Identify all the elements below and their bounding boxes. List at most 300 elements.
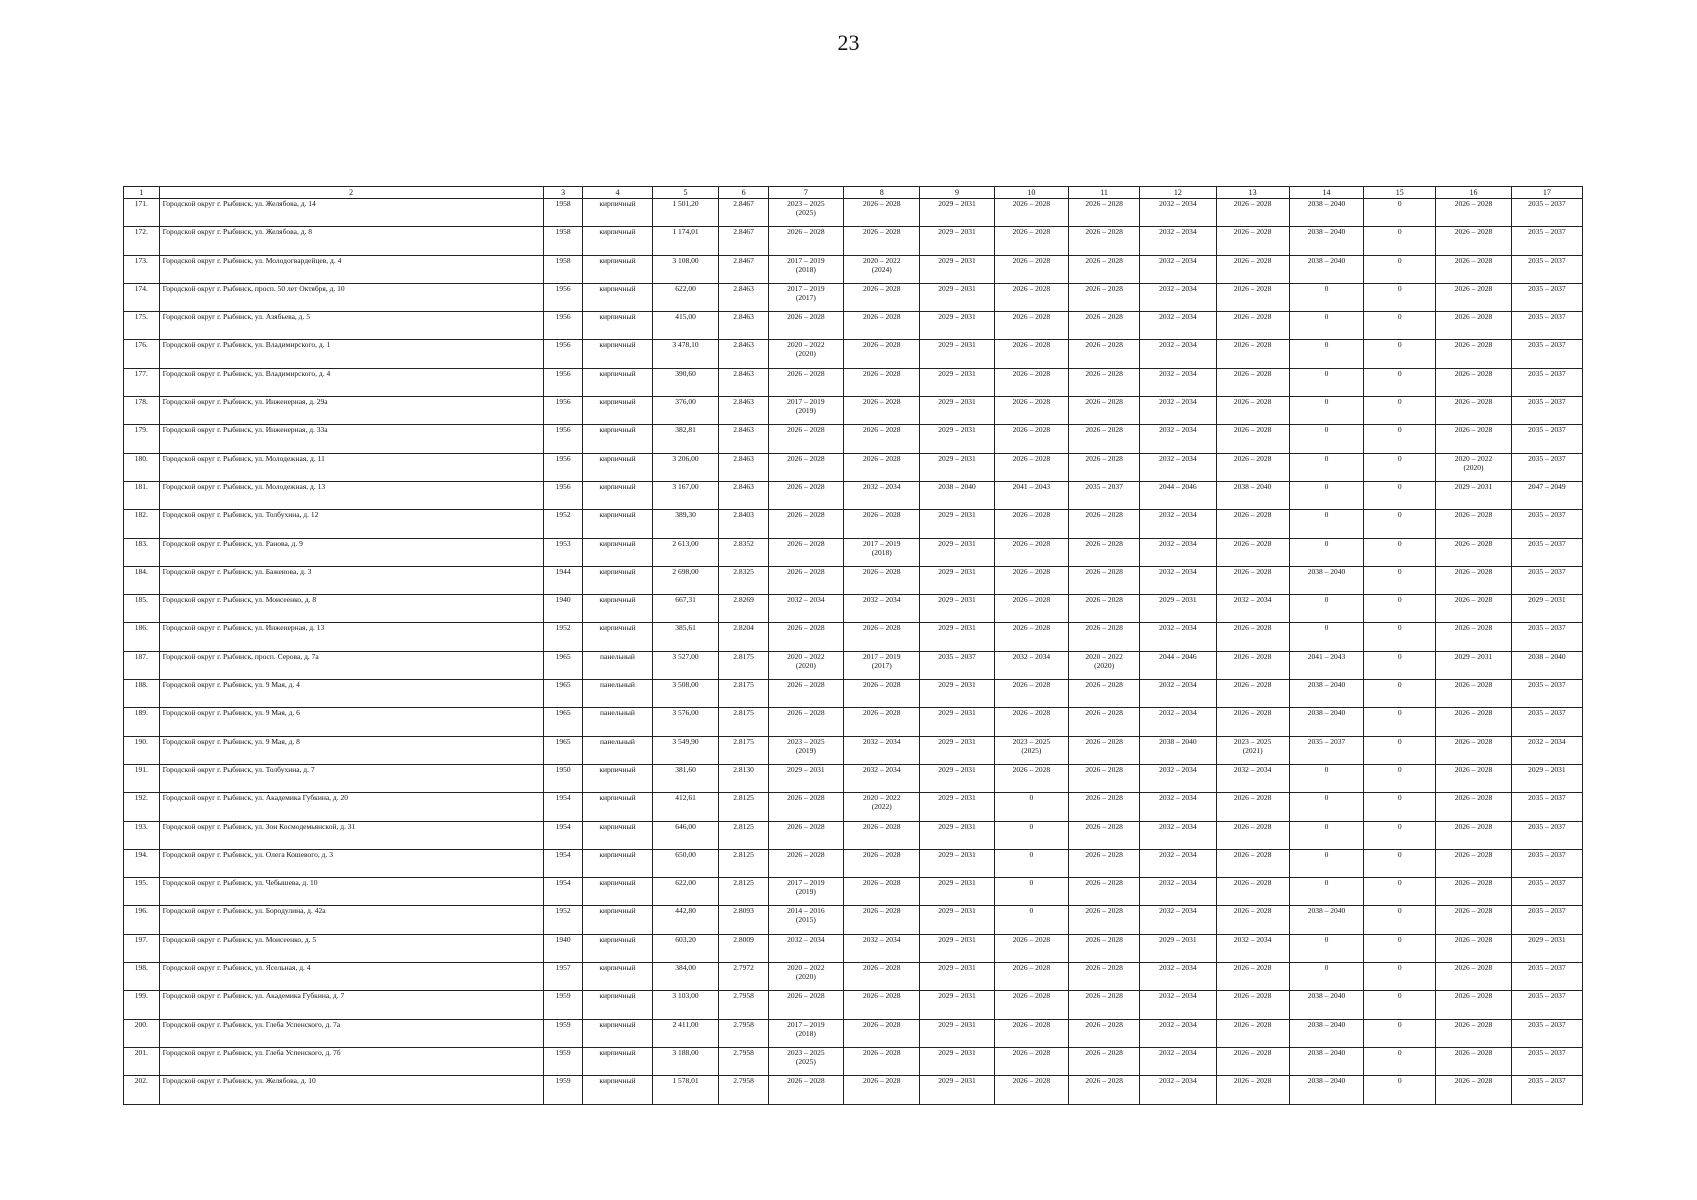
- table-cell: 0: [1364, 736, 1436, 764]
- table-cell: 2026 – 2028: [844, 991, 920, 1019]
- table-cell: 2026 – 2028: [1216, 1076, 1289, 1104]
- table-cell: 2020 – 2022 (2020): [768, 651, 843, 679]
- table-cell: 0: [1364, 963, 1436, 991]
- table-cell: 2038 – 2040: [1140, 736, 1216, 764]
- table-cell: 2026 – 2028: [1069, 736, 1140, 764]
- table-cell: 2026 – 2028: [768, 566, 843, 594]
- table-cell: 2026 – 2028: [1216, 623, 1289, 651]
- table-cell: 2026 – 2028: [768, 991, 843, 1019]
- table-cell: 2026 – 2028: [1069, 906, 1140, 934]
- address-cell: Городской округ г. Рыбинск, ул. Молодогвардейцев, д. 4: [159, 255, 543, 283]
- table-cell: 2026 – 2028: [994, 566, 1068, 594]
- table-cell: 0: [1364, 793, 1436, 821]
- table-cell: 2026 – 2028: [1436, 538, 1511, 566]
- table-cell: 2041 – 2043: [994, 481, 1068, 509]
- table-cell: 2026 – 2028: [844, 397, 920, 425]
- table-cell: 2026 – 2028: [1216, 368, 1289, 396]
- table-cell: 2026 – 2028: [768, 821, 843, 849]
- table-cell: 2029 – 2031: [920, 623, 994, 651]
- row-number: 200.: [124, 1019, 160, 1047]
- table-cell: 2026 – 2028: [1436, 510, 1511, 538]
- table-cell: 2029 – 2031: [920, 736, 994, 764]
- table-cell: 2023 – 2025 (2021): [1216, 736, 1289, 764]
- table-cell: 2032 – 2034: [1140, 708, 1216, 736]
- table-cell: 2032 – 2034: [1140, 340, 1216, 368]
- table-cell: 2035 – 2037: [1511, 340, 1582, 368]
- table-cell: кирпичный: [583, 1019, 652, 1047]
- table-cell: 2032 – 2034: [1140, 821, 1216, 849]
- address-cell: Городской округ г. Рыбинск, ул. Зои Космодемьянской, д. 31: [159, 821, 543, 849]
- table-cell: 2026 – 2028: [1436, 1047, 1511, 1075]
- address-cell: Городской округ г. Рыбинск, ул. Инженерная, д. 29а: [159, 397, 543, 425]
- table-cell: 1 501,20: [652, 199, 719, 227]
- table-cell: 622,00: [652, 283, 719, 311]
- table-cell: 0: [1364, 340, 1436, 368]
- table-cell: 2026 – 2028: [994, 991, 1068, 1019]
- table-cell: 0: [1289, 283, 1363, 311]
- table-cell: 2026 – 2028: [1216, 255, 1289, 283]
- table-cell: 1956: [543, 453, 583, 481]
- table-cell: 1956: [543, 481, 583, 509]
- table-cell: 2014 – 2016 (2015): [768, 906, 843, 934]
- table-cell: кирпичный: [583, 906, 652, 934]
- table-cell: кирпичный: [583, 991, 652, 1019]
- table-cell: 2.8204: [719, 623, 768, 651]
- row-number: 184.: [124, 566, 160, 594]
- table-cell: кирпичный: [583, 283, 652, 311]
- table-cell: 2026 – 2028: [844, 566, 920, 594]
- table-cell: 1959: [543, 991, 583, 1019]
- table-cell: 0: [994, 821, 1068, 849]
- table-cell: 2026 – 2028: [768, 680, 843, 708]
- table-cell: 0: [1364, 623, 1436, 651]
- table-cell: 2026 – 2028: [994, 340, 1068, 368]
- table-cell: 2.8463: [719, 283, 768, 311]
- table-cell: 0: [1364, 1047, 1436, 1075]
- row-number: 183.: [124, 538, 160, 566]
- table-cell: кирпичный: [583, 397, 652, 425]
- table-cell: 2029 – 2031: [1511, 595, 1582, 623]
- table-cell: 2026 – 2028: [994, 199, 1068, 227]
- table-cell: 2026 – 2028: [768, 425, 843, 453]
- table-cell: 2038 – 2040: [1289, 708, 1363, 736]
- table-cell: 2035 – 2037: [1511, 963, 1582, 991]
- table-cell: 0: [1289, 793, 1363, 821]
- table-cell: 2035 – 2037: [1511, 283, 1582, 311]
- table-cell: 0: [1364, 595, 1436, 623]
- row-number: 192.: [124, 793, 160, 821]
- table-cell: 2026 – 2028: [1436, 1076, 1511, 1104]
- table-cell: 2035 – 2037: [1511, 1047, 1582, 1075]
- table-row: [124, 595, 1583, 623]
- table-cell: 2038 – 2040: [1216, 481, 1289, 509]
- table-cell: 2029 – 2031: [1436, 651, 1511, 679]
- table-cell: 0: [994, 793, 1068, 821]
- table-cell: 2.8463: [719, 397, 768, 425]
- table-cell: 2035 – 2037: [1511, 538, 1582, 566]
- table-cell: 2032 – 2034: [768, 934, 843, 962]
- table-cell: 2026 – 2028: [1069, 623, 1140, 651]
- table-cell: 2029 – 2031: [1511, 764, 1582, 792]
- table-cell: 2020 – 2022 (2020): [768, 340, 843, 368]
- table-cell: 0: [1364, 283, 1436, 311]
- table-cell: 0: [1289, 368, 1363, 396]
- column-number-4: 4: [583, 187, 652, 199]
- table-cell: 2.8463: [719, 312, 768, 340]
- table-cell: 2026 – 2028: [1216, 425, 1289, 453]
- table-cell: 2032 – 2034: [1140, 793, 1216, 821]
- table-cell: 3 188,00: [652, 1047, 719, 1075]
- table-cell: 2029 – 2031: [920, 1076, 994, 1104]
- table-cell: 2026 – 2028: [844, 227, 920, 255]
- page-number: 23: [837, 30, 860, 55]
- table-cell: 1959: [543, 1047, 583, 1075]
- table-cell: 2029 – 2031: [920, 849, 994, 877]
- column-number-5: 5: [652, 187, 719, 199]
- table-cell: 415,00: [652, 312, 719, 340]
- table-cell: 1956: [543, 283, 583, 311]
- table-cell: 0: [1364, 821, 1436, 849]
- table-cell: 2038 – 2040: [920, 481, 994, 509]
- table-cell: 0: [1289, 538, 1363, 566]
- table-cell: 2.7972: [719, 963, 768, 991]
- table-cell: 2032 – 2034: [1140, 849, 1216, 877]
- table-cell: 2032 – 2034: [1216, 595, 1289, 623]
- table-cell: 2026 – 2028: [768, 227, 843, 255]
- table-cell: 2.8009: [719, 934, 768, 962]
- address-cell: Городской округ г. Рыбинск, ул. Толбухина, д. 12: [159, 510, 543, 538]
- table-cell: 2032 – 2034: [1140, 1019, 1216, 1047]
- table-cell: 2.8269: [719, 595, 768, 623]
- table-cell: 2026 – 2028: [1216, 878, 1289, 906]
- table-cell: 2032 – 2034: [1511, 736, 1582, 764]
- table-cell: 2035 – 2037: [1069, 481, 1140, 509]
- table-cell: 2026 – 2028: [1436, 934, 1511, 962]
- table-cell: 2026 – 2028: [1069, 793, 1140, 821]
- table-cell: 2026 – 2028: [844, 906, 920, 934]
- table-row: [124, 793, 1583, 821]
- table-cell: 650,00: [652, 849, 719, 877]
- table-cell: 2026 – 2028: [844, 312, 920, 340]
- row-number: 186.: [124, 623, 160, 651]
- table-cell: 2026 – 2028: [1216, 510, 1289, 538]
- address-cell: Городской округ г. Рыбинск, ул. Олега Кошевого, д. 3: [159, 849, 543, 877]
- column-number-16: 16: [1436, 187, 1511, 199]
- table-cell: кирпичный: [583, 566, 652, 594]
- table-cell: 2032 – 2034: [1140, 1076, 1216, 1104]
- table-cell: 2035 – 2037: [1511, 680, 1582, 708]
- table-cell: 2029 – 2031: [920, 708, 994, 736]
- table-cell: 3 167,00: [652, 481, 719, 509]
- table-cell: 2026 – 2028: [1436, 849, 1511, 877]
- table-cell: кирпичный: [583, 623, 652, 651]
- table-cell: 2029 – 2031: [920, 199, 994, 227]
- repair-schedule-table: [123, 186, 1583, 1105]
- row-number: 194.: [124, 849, 160, 877]
- table-cell: кирпичный: [583, 368, 652, 396]
- table-cell: 1940: [543, 595, 583, 623]
- table-row: [124, 934, 1583, 962]
- table-cell: 2026 – 2028: [844, 963, 920, 991]
- table-row: [124, 764, 1583, 792]
- row-number: 173.: [124, 255, 160, 283]
- table-row: [124, 736, 1583, 764]
- table-cell: 2038 – 2040: [1289, 1047, 1363, 1075]
- table-row: [124, 991, 1583, 1019]
- table-cell: 0: [1289, 453, 1363, 481]
- table-cell: 2026 – 2028: [994, 397, 1068, 425]
- table-cell: 2035 – 2037: [1511, 227, 1582, 255]
- table-cell: 667,31: [652, 595, 719, 623]
- column-number-14: 14: [1289, 187, 1363, 199]
- address-cell: Городской округ г. Рыбинск, ул. Инженерная, д. 13: [159, 623, 543, 651]
- table-cell: 2032 – 2034: [1140, 510, 1216, 538]
- table-cell: 382,81: [652, 425, 719, 453]
- table-cell: 2026 – 2028: [1436, 397, 1511, 425]
- table-cell: кирпичный: [583, 764, 652, 792]
- address-cell: Городской округ г. Рыбинск, ул. Желябова, д. 8: [159, 227, 543, 255]
- table-cell: 2026 – 2028: [1216, 283, 1289, 311]
- address-cell: Городской округ г. Рыбинск, ул. Толбухина, д. 7: [159, 764, 543, 792]
- address-cell: Городской округ г. Рыбинск, ул. Моисеенко, д. 5: [159, 934, 543, 962]
- table-cell: 389,30: [652, 510, 719, 538]
- table-cell: 3 576,00: [652, 708, 719, 736]
- table-cell: 2026 – 2028: [994, 538, 1068, 566]
- table-cell: панельный: [583, 651, 652, 679]
- row-number: 171.: [124, 199, 160, 227]
- table-cell: 2026 – 2028: [1436, 283, 1511, 311]
- table-cell: 2023 – 2025 (2019): [768, 736, 843, 764]
- table-row: [124, 227, 1583, 255]
- table-cell: 0: [1364, 538, 1436, 566]
- table-cell: 2032 – 2034: [768, 595, 843, 623]
- table-cell: 2038 – 2040: [1289, 680, 1363, 708]
- column-number-9: 9: [920, 187, 994, 199]
- table-cell: 2029 – 2031: [1140, 595, 1216, 623]
- address-cell: Городской округ г. Рыбинск, ул. Бородулина, д. 42а: [159, 906, 543, 934]
- table-cell: 2035 – 2037: [1511, 906, 1582, 934]
- table-cell: 2035 – 2037: [1511, 849, 1582, 877]
- table-cell: 2035 – 2037: [1511, 255, 1582, 283]
- table-cell: 2026 – 2028: [994, 1076, 1068, 1104]
- table-cell: 2026 – 2028: [1069, 312, 1140, 340]
- table-cell: 2029 – 2031: [920, 538, 994, 566]
- row-number: 177.: [124, 368, 160, 396]
- table-cell: 2029 – 2031: [920, 312, 994, 340]
- table-cell: 2026 – 2028: [1069, 849, 1140, 877]
- table-cell: 3 206,00: [652, 453, 719, 481]
- table-cell: 2026 – 2028: [844, 368, 920, 396]
- table-cell: 0: [1364, 934, 1436, 962]
- table-cell: 2026 – 2028: [1436, 793, 1511, 821]
- row-number: 196.: [124, 906, 160, 934]
- table-cell: 2026 – 2028: [1216, 680, 1289, 708]
- table-cell: 2026 – 2028: [768, 793, 843, 821]
- table-cell: кирпичный: [583, 793, 652, 821]
- table-cell: 2026 – 2028: [844, 1076, 920, 1104]
- address-cell: Городской округ г. Рыбинск, ул. 9 Мая, д. 6: [159, 708, 543, 736]
- table-cell: 2026 – 2028: [1069, 255, 1140, 283]
- table-row: [124, 453, 1583, 481]
- table-cell: 2026 – 2028: [1216, 566, 1289, 594]
- table-cell: 2026 – 2028: [1216, 227, 1289, 255]
- table-cell: 0: [1364, 906, 1436, 934]
- table-cell: 2020 – 2022 (2024): [844, 255, 920, 283]
- table-cell: 2.7958: [719, 1047, 768, 1075]
- table-row: [124, 368, 1583, 396]
- column-number-7: 7: [768, 187, 843, 199]
- table-cell: 2032 – 2034: [1140, 368, 1216, 396]
- table-cell: 1950: [543, 764, 583, 792]
- table-cell: 2.8125: [719, 878, 768, 906]
- table-cell: 2032 – 2034: [844, 595, 920, 623]
- row-number: 201.: [124, 1047, 160, 1075]
- table-cell: 2026 – 2028: [1216, 991, 1289, 1019]
- address-cell: Городской округ г. Рыбинск, ул. Баженова, д. 3: [159, 566, 543, 594]
- table-cell: 2038 – 2040: [1289, 566, 1363, 594]
- row-number: 187.: [124, 651, 160, 679]
- table-cell: 2032 – 2034: [1216, 934, 1289, 962]
- table-cell: 2026 – 2028: [1436, 906, 1511, 934]
- table-cell: 2026 – 2028: [994, 934, 1068, 962]
- row-number: 198.: [124, 963, 160, 991]
- table-cell: 0: [1289, 595, 1363, 623]
- table-cell: 2026 – 2028: [1436, 199, 1511, 227]
- table-cell: 0: [1364, 368, 1436, 396]
- table-cell: 0: [994, 878, 1068, 906]
- table-cell: 2038 – 2040: [1289, 255, 1363, 283]
- table-cell: 2032 – 2034: [1140, 1047, 1216, 1075]
- table-cell: 1 174,01: [652, 227, 719, 255]
- address-cell: Городской округ г. Рыбинск, ул. Академика Губкина, д. 7: [159, 991, 543, 1019]
- table-cell: 2.8467: [719, 255, 768, 283]
- table-cell: 2029 – 2031: [920, 283, 994, 311]
- table-cell: 1954: [543, 821, 583, 849]
- table-cell: 2026 – 2028: [1069, 1019, 1140, 1047]
- table-cell: 2029 – 2031: [920, 906, 994, 934]
- table-cell: 2026 – 2028: [1216, 538, 1289, 566]
- table-cell: 2026 – 2028: [1436, 227, 1511, 255]
- table-cell: 1 578,01: [652, 1076, 719, 1104]
- table-cell: 0: [1364, 708, 1436, 736]
- table-cell: 0: [1289, 481, 1363, 509]
- table-cell: 0: [1364, 199, 1436, 227]
- table-row: [124, 199, 1583, 227]
- table-cell: 2026 – 2028: [1069, 538, 1140, 566]
- address-cell: Городской округ г. Рыбинск, ул. Желябова, д. 10: [159, 1076, 543, 1104]
- table-cell: 2038 – 2040: [1289, 1019, 1363, 1047]
- table-cell: 2026 – 2028: [844, 821, 920, 849]
- table-cell: 0: [1364, 849, 1436, 877]
- table-row: [124, 1019, 1583, 1047]
- table-cell: 2035 – 2037: [1511, 1019, 1582, 1047]
- table-cell: 2026 – 2028: [844, 453, 920, 481]
- table-cell: 2032 – 2034: [844, 934, 920, 962]
- table-cell: 2026 – 2028: [1436, 1019, 1511, 1047]
- table-cell: 2026 – 2028: [768, 510, 843, 538]
- table-cell: 2026 – 2028: [1436, 425, 1511, 453]
- table-cell: 2029 – 2031: [920, 255, 994, 283]
- table-cell: 2026 – 2028: [1069, 340, 1140, 368]
- table-cell: 2026 – 2028: [768, 1076, 843, 1104]
- table-row: [124, 906, 1583, 934]
- table-cell: 1956: [543, 340, 583, 368]
- table-cell: 2026 – 2028: [1069, 453, 1140, 481]
- table-cell: 2.8352: [719, 538, 768, 566]
- table-cell: 2.8175: [719, 708, 768, 736]
- table-cell: 2041 – 2043: [1289, 651, 1363, 679]
- table-cell: 2038 – 2040: [1289, 199, 1363, 227]
- table-cell: кирпичный: [583, 425, 652, 453]
- table-row: [124, 340, 1583, 368]
- table-row: [124, 821, 1583, 849]
- table-cell: 2017 – 2019 (2017): [768, 283, 843, 311]
- table-cell: 412,61: [652, 793, 719, 821]
- table-cell: 2029 – 2031: [1140, 934, 1216, 962]
- table-cell: 2026 – 2028: [1069, 963, 1140, 991]
- table-row: [124, 651, 1583, 679]
- table-cell: 2026 – 2028: [1436, 312, 1511, 340]
- table-cell: 2032 – 2034: [844, 481, 920, 509]
- table-row: [124, 255, 1583, 283]
- table-cell: 2038 – 2040: [1289, 906, 1363, 934]
- address-cell: Городской округ г. Рыбинск, ул. Владимирского, д. 1: [159, 340, 543, 368]
- column-number-15: 15: [1364, 187, 1436, 199]
- table-cell: 2026 – 2028: [1069, 425, 1140, 453]
- address-cell: Городской округ г. Рыбинск, ул. Инженерная, д. 33а: [159, 425, 543, 453]
- table-cell: 2038 – 2040: [1511, 651, 1582, 679]
- address-cell: Городской округ г. Рыбинск, просп. Серова, д. 7а: [159, 651, 543, 679]
- table-row: [124, 566, 1583, 594]
- table-cell: 2 411,00: [652, 1019, 719, 1047]
- table-cell: 2026 – 2028: [994, 510, 1068, 538]
- table-cell: 2032 – 2034: [1216, 764, 1289, 792]
- row-number: 195.: [124, 878, 160, 906]
- table-cell: 1954: [543, 793, 583, 821]
- table-cell: кирпичный: [583, 453, 652, 481]
- table-cell: 2026 – 2028: [844, 425, 920, 453]
- table-cell: 2026 – 2028: [994, 227, 1068, 255]
- table-cell: 381,60: [652, 764, 719, 792]
- table-cell: 2029 – 2031: [920, 340, 994, 368]
- column-number-17: 17: [1511, 187, 1582, 199]
- table-cell: 2047 – 2049: [1511, 481, 1582, 509]
- table-cell: 2026 – 2028: [994, 368, 1068, 396]
- table-cell: 2035 – 2037: [1511, 991, 1582, 1019]
- table-cell: 2026 – 2028: [994, 283, 1068, 311]
- table-cell: 0: [1364, 680, 1436, 708]
- column-number-6: 6: [719, 187, 768, 199]
- table-cell: 2017 – 2019 (2018): [768, 255, 843, 283]
- table-cell: 622,00: [652, 878, 719, 906]
- table-cell: 0: [1364, 764, 1436, 792]
- table-cell: 2026 – 2028: [768, 538, 843, 566]
- table-cell: 1944: [543, 566, 583, 594]
- table-cell: 1952: [543, 510, 583, 538]
- table-cell: 2032 – 2034: [994, 651, 1068, 679]
- address-cell: Городской округ г. Рыбинск, ул. Глеба Успенского, д. 7а: [159, 1019, 543, 1047]
- table-cell: 2026 – 2028: [768, 849, 843, 877]
- table-cell: 2017 – 2019 (2019): [768, 878, 843, 906]
- table-cell: 2035 – 2037: [1511, 623, 1582, 651]
- table-cell: 0: [1364, 397, 1436, 425]
- table-cell: панельный: [583, 680, 652, 708]
- table-cell: 2029 – 2031: [920, 1019, 994, 1047]
- table-cell: 2.7958: [719, 1019, 768, 1047]
- table-cell: 2020 – 2022 (2022): [844, 793, 920, 821]
- table-cell: 2035 – 2037: [1289, 736, 1363, 764]
- table-row: [124, 1076, 1583, 1104]
